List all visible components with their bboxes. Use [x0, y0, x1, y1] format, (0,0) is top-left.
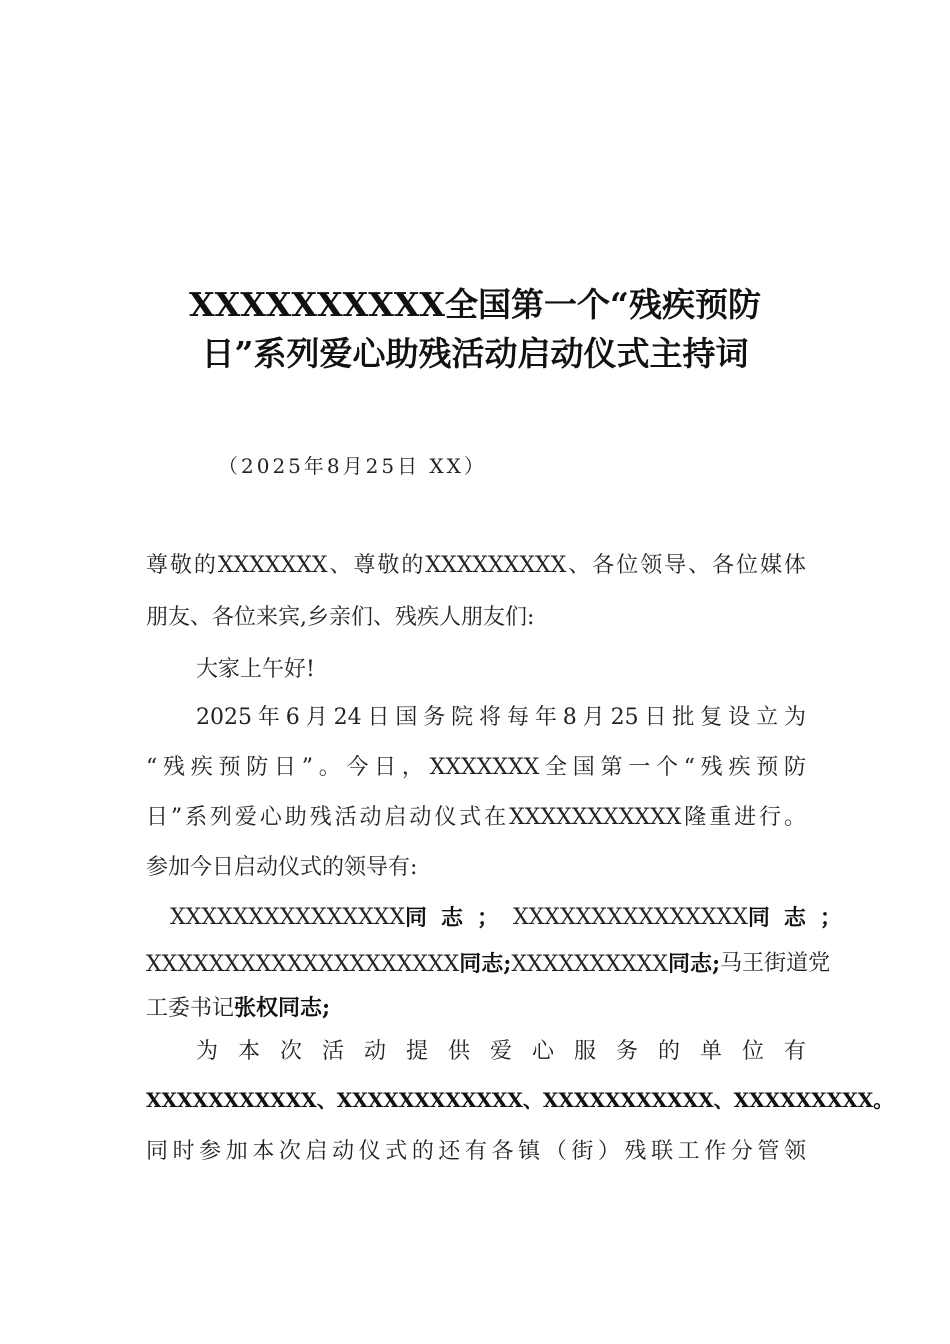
paragraph-1-line-1: 2025年6月24日国务院将每年8月25日批复设立为	[196, 705, 806, 730]
paragraph-1-line-4: 参加今日启动仪式的领导有:	[146, 855, 418, 880]
leader-name-4: XXXXXXXXXX	[511, 952, 668, 977]
leaders-line-2	[146, 944, 831, 985]
document-title-line-1: XXXXXXXXXX全国第一个“残疾预防	[188, 285, 762, 324]
leader-title-3: 同志;	[459, 951, 512, 977]
hello-line: 大家上午好!	[196, 657, 315, 682]
leader-title-2: 同志；	[747, 905, 856, 931]
leader-name-1: XXXXXXXXXXXXXXX	[170, 905, 405, 930]
leader-name-3: XXXXXXXXXXXXXXXXXXXX	[146, 952, 460, 977]
service-line-1: 为本次活动提供爱心服务的单位有	[196, 1039, 806, 1064]
leader-title-1: 同志；	[404, 905, 513, 931]
document-title-line-2: 日”系列爱心助残活动启动仪式主持词	[201, 334, 749, 373]
leader-name-2: XXXXXXXXXXXXXXX	[512, 905, 748, 930]
service-line-2: XXXXXXXXXXX、XXXXXXXXXXXX、XXXXXXXXXXX、XXXXXXXXX。	[146, 1088, 894, 1112]
leaders-line-2-tail: 马王街道党	[720, 951, 831, 976]
greeting-line-2: 朋友、各位来宾,乡亲们、残疾人朋友们:	[146, 605, 535, 630]
paragraph-1-line-2: “残疾预防日”。今日，XXXXXXX全国第一个“残疾预防	[146, 755, 806, 780]
leader-line-3-name: 张权同志;	[234, 995, 331, 1021]
greeting-line-1: 尊敬的XXXXXXX、尊敬的XXXXXXXXX、各位领导、各位媒体	[146, 553, 806, 578]
leader-line-3-prefix: 工委书记	[146, 996, 235, 1021]
service-line-3: 同时参加本次启动仪式的还有各镇（街）残联工作分管领	[146, 1139, 806, 1164]
leader-title-4: 同志;	[668, 951, 721, 977]
paragraph-1-line-3: 日”系列爱心助残活动启动仪式在XXXXXXXXXXX隆重进行。	[146, 805, 806, 830]
leaders-line-1	[170, 898, 856, 938]
date-line: （2025年8月25日 XX）	[218, 454, 487, 478]
leaders-line-3	[146, 988, 806, 1029]
